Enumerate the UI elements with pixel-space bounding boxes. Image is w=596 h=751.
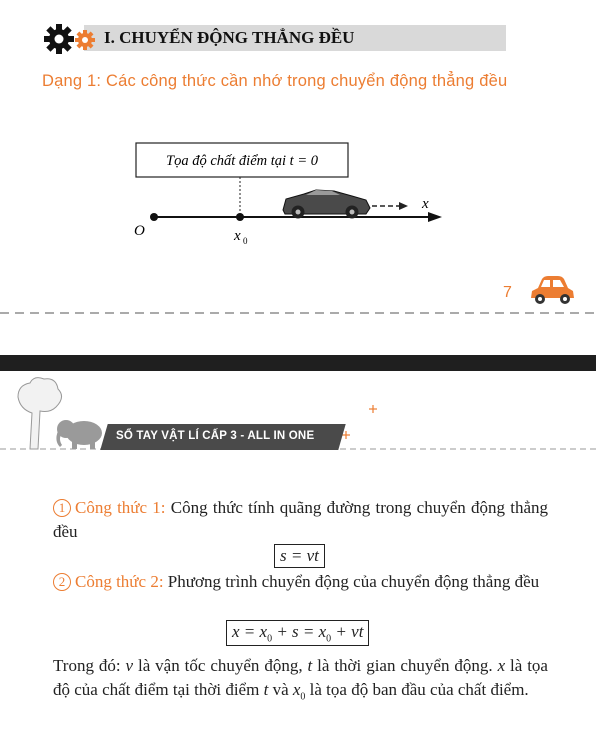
formula-1-label: Công thức 1: — [75, 498, 166, 517]
subtitle: Dạng 1: Các công thức cần nhớ trong chuyển động thẳng đều — [42, 72, 508, 90]
explanation-paragraph — [53, 654, 548, 709]
box-label: Tọa độ chất điểm tại t = 0 — [166, 153, 318, 169]
formula-2-text — [53, 570, 548, 594]
formula-2-part-a: x = x — [232, 622, 268, 641]
x0-label: x — [234, 228, 241, 244]
var-t2: t — [263, 680, 269, 699]
var-v: v — [125, 656, 134, 675]
explanation-text-6: là tọa độ ban đầu của chất điểm. — [305, 680, 529, 699]
axis-arrow-icon — [428, 212, 442, 222]
explanation-text-2: là vận tốc chuyển động, — [133, 656, 308, 675]
explanation-text-4: là tọa độ của chất điểm tại thời điểm — [53, 656, 548, 699]
explanation-text-5: và — [268, 680, 293, 699]
page-divider — [0, 311, 596, 315]
formula-2-part-c: + vt — [331, 622, 364, 641]
origin-point — [150, 213, 158, 221]
x0-point — [236, 213, 244, 221]
page-header-band — [0, 355, 596, 371]
var-x0: x — [292, 680, 301, 699]
var-t: t — [307, 656, 313, 675]
formula-2-description: Phương trình chuyển động của chuyển động thẳng đều — [167, 572, 540, 591]
formula-1-text — [53, 496, 548, 544]
formula-2-sub-b: 0 — [326, 633, 332, 645]
elephant-icon — [56, 420, 102, 449]
number-circle-2: 2 — [53, 573, 71, 591]
var-x: x — [497, 656, 506, 675]
formula-1-description: Công thức tính quãng đường trong chuyển động thẳng đều — [53, 498, 549, 541]
motion-diagram — [120, 140, 460, 250]
formula-2-sub-a: 0 — [267, 633, 273, 645]
origin-label: O — [134, 223, 145, 239]
formula-2-part-b: + s = x — [272, 622, 327, 641]
formula-2-label: Công thức 2: — [75, 572, 164, 591]
axis-label: x — [422, 196, 429, 212]
var-x0-sub: 0 — [300, 691, 306, 703]
car-icon — [283, 190, 370, 219]
velocity-arrow-head-icon — [399, 202, 408, 210]
gears-icon — [42, 22, 102, 56]
orange-car-icon — [528, 273, 576, 307]
page-number: 7 — [503, 284, 512, 301]
explanation-text-3: là thời gian chuyển động. — [312, 656, 498, 675]
formula-1-box: s = vt — [274, 544, 325, 568]
formula-2-box — [226, 620, 369, 646]
tree-icon — [18, 378, 62, 449]
section-title: I. CHUYỂN ĐỘNG THẲNG ĐỀU — [104, 28, 355, 47]
number-circle-1: 1 — [53, 499, 71, 517]
x0-sub-label: 0 — [243, 236, 248, 246]
explanation-text-1: Trong đó: — [53, 656, 126, 675]
book-label: SỔ TAY VẬT LÍ CẤP 3 - ALL IN ONE — [116, 430, 315, 442]
